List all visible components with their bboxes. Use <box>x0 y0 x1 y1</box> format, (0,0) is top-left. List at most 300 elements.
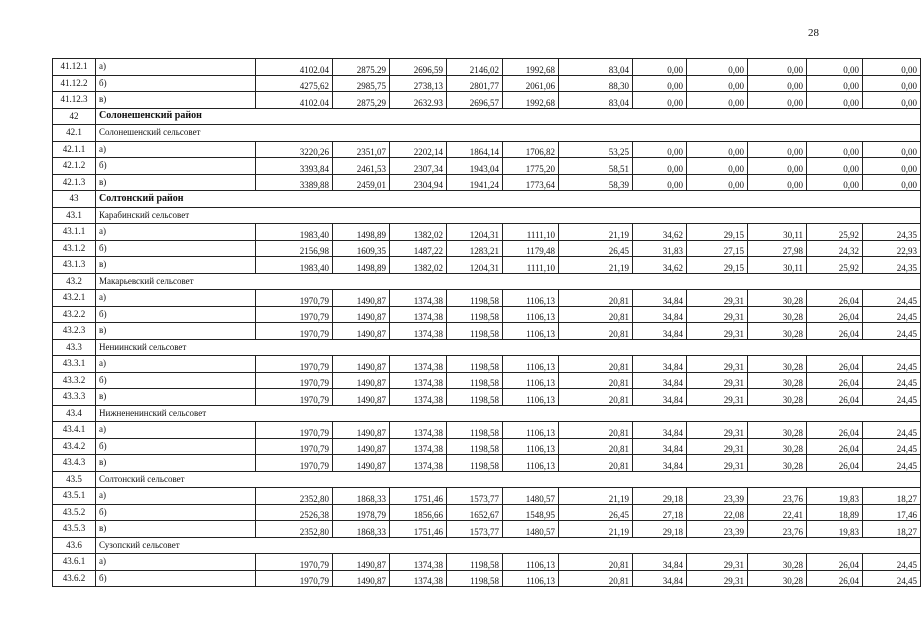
section-header-row <box>53 471 921 488</box>
value-cell: 20,81 <box>559 455 633 472</box>
row-code: 43.5 <box>53 471 96 488</box>
value-cell: 1970,79 <box>256 438 333 455</box>
value-cell: 24,45 <box>863 306 921 323</box>
value-cell: 0,00 <box>863 59 921 76</box>
value-cell: 34,62 <box>633 224 687 241</box>
value-cell: 0,00 <box>748 141 807 158</box>
row-code: 43.2.3 <box>53 323 96 340</box>
value-cell: 1498,89 <box>333 257 390 274</box>
value-cell: 1374,38 <box>390 323 447 340</box>
table-row <box>53 455 921 472</box>
value-cell: 30,28 <box>748 570 807 587</box>
value-cell: 20,81 <box>559 554 633 571</box>
value-cell: 26,45 <box>559 240 633 257</box>
value-cell: 1609,35 <box>333 240 390 257</box>
value-cell: 1490,87 <box>333 554 390 571</box>
value-cell: 0,00 <box>863 141 921 158</box>
value-cell: 0,00 <box>863 75 921 92</box>
value-cell: 34,84 <box>633 389 687 406</box>
row-code: 43.5.1 <box>53 488 96 505</box>
row-code: 43.3.3 <box>53 389 96 406</box>
value-cell: 20,81 <box>559 422 633 439</box>
row-variant: б) <box>96 158 256 175</box>
table-row <box>53 257 921 274</box>
value-cell: 0,00 <box>687 75 748 92</box>
value-cell: 27,18 <box>633 504 687 521</box>
value-cell: 1179,48 <box>503 240 559 257</box>
value-cell: 1198,58 <box>447 356 503 373</box>
row-code: 42 <box>53 108 96 125</box>
value-cell: 1970,79 <box>256 356 333 373</box>
row-title: Солтонский сельсовет <box>96 471 921 488</box>
value-cell: 0,00 <box>748 75 807 92</box>
row-variant: а) <box>96 290 256 307</box>
section-header-row <box>53 207 921 224</box>
value-cell: 29,31 <box>687 422 748 439</box>
row-variant: б) <box>96 372 256 389</box>
value-cell: 20,81 <box>559 306 633 323</box>
value-cell: 2202,14 <box>390 141 447 158</box>
table-row <box>53 174 921 191</box>
value-cell: 1652,67 <box>447 504 503 521</box>
value-cell: 24,45 <box>863 356 921 373</box>
value-cell: 1106,13 <box>503 455 559 472</box>
row-code: 43.3.2 <box>53 372 96 389</box>
value-cell: 1573,77 <box>447 521 503 538</box>
value-cell: 0,00 <box>863 158 921 175</box>
row-code: 43.2.2 <box>53 306 96 323</box>
value-cell: 1106,13 <box>503 438 559 455</box>
value-cell: 20,81 <box>559 438 633 455</box>
table-body <box>53 59 921 587</box>
value-cell: 1204,31 <box>447 224 503 241</box>
value-cell: 1198,58 <box>447 372 503 389</box>
value-cell: 1490,87 <box>333 570 390 587</box>
row-code: 43.3.1 <box>53 356 96 373</box>
value-cell: 1983,40 <box>256 257 333 274</box>
value-cell: 29,31 <box>687 323 748 340</box>
value-cell: 2351,07 <box>333 141 390 158</box>
table-row <box>53 570 921 587</box>
table-row <box>53 389 921 406</box>
table-row <box>53 488 921 505</box>
value-cell: 2307,34 <box>390 158 447 175</box>
value-cell: 1106,13 <box>503 356 559 373</box>
district-header-row <box>53 191 921 208</box>
value-cell: 1480,57 <box>503 488 559 505</box>
row-variant: б) <box>96 438 256 455</box>
value-cell: 29,31 <box>687 438 748 455</box>
value-cell: 2156,98 <box>256 240 333 257</box>
district-header-row <box>53 108 921 125</box>
value-cell: 30,28 <box>748 356 807 373</box>
value-cell: 34,84 <box>633 422 687 439</box>
value-cell: 1106,13 <box>503 306 559 323</box>
value-cell: 1106,13 <box>503 570 559 587</box>
value-cell: 58,51 <box>559 158 633 175</box>
value-cell: 0,00 <box>807 158 863 175</box>
value-cell: 1498,89 <box>333 224 390 241</box>
value-cell: 24,32 <box>807 240 863 257</box>
value-cell: 1970,79 <box>256 422 333 439</box>
value-cell: 20,81 <box>559 570 633 587</box>
value-cell: 24,35 <box>863 257 921 274</box>
value-cell: 1111,10 <box>503 224 559 241</box>
value-cell: 1978,79 <box>333 504 390 521</box>
value-cell: 1374,38 <box>390 455 447 472</box>
value-cell: 30,28 <box>748 372 807 389</box>
row-variant: в) <box>96 257 256 274</box>
value-cell: 2304,94 <box>390 174 447 191</box>
section-header-row <box>53 537 921 554</box>
value-cell: 29,31 <box>687 356 748 373</box>
value-cell: 18,27 <box>863 521 921 538</box>
value-cell: 26,04 <box>807 389 863 406</box>
value-cell: 0,00 <box>687 158 748 175</box>
value-cell: 1106,13 <box>503 290 559 307</box>
value-cell: 1198,58 <box>447 570 503 587</box>
value-cell: 1283,21 <box>447 240 503 257</box>
value-cell: 30,28 <box>748 455 807 472</box>
row-variant: в) <box>96 323 256 340</box>
value-cell: 29,31 <box>687 290 748 307</box>
value-cell: 0,00 <box>633 59 687 76</box>
value-cell: 2801,77 <box>447 75 503 92</box>
value-cell: 1106,13 <box>503 372 559 389</box>
value-cell: 26,04 <box>807 306 863 323</box>
value-cell: 1490,87 <box>333 422 390 439</box>
value-cell: 24,35 <box>863 224 921 241</box>
value-cell: 24,45 <box>863 554 921 571</box>
value-cell: 34,84 <box>633 372 687 389</box>
value-cell: 25,92 <box>807 224 863 241</box>
value-cell: 0,00 <box>863 174 921 191</box>
value-cell: 29,31 <box>687 389 748 406</box>
value-cell: 24,45 <box>863 323 921 340</box>
row-title: Нениинский сельсовет <box>96 339 921 356</box>
value-cell: 30,28 <box>748 554 807 571</box>
value-cell: 4102.04 <box>256 59 333 76</box>
row-title: Макарьевский сельсовет <box>96 273 921 290</box>
value-cell: 1198,58 <box>447 438 503 455</box>
value-cell: 29,18 <box>633 488 687 505</box>
value-cell: 1983,40 <box>256 224 333 241</box>
value-cell: 2696,59 <box>390 59 447 76</box>
value-cell: 1106,13 <box>503 554 559 571</box>
table-row <box>53 290 921 307</box>
table-row <box>53 59 921 76</box>
value-cell: 1992,68 <box>503 59 559 76</box>
row-title: Карабинский сельсовет <box>96 207 921 224</box>
value-cell: 0,00 <box>748 59 807 76</box>
row-variant: а) <box>96 488 256 505</box>
value-cell: 34,84 <box>633 554 687 571</box>
row-title: Солонешенский сельсовет <box>96 125 921 142</box>
value-cell: 1970,79 <box>256 389 333 406</box>
value-cell: 21,19 <box>559 257 633 274</box>
value-cell: 1106,13 <box>503 422 559 439</box>
value-cell: 2875,29 <box>333 92 390 109</box>
row-code: 42.1.3 <box>53 174 96 191</box>
table-row <box>53 422 921 439</box>
value-cell: 1548,95 <box>503 504 559 521</box>
value-cell: 2146,02 <box>447 59 503 76</box>
value-cell: 34,84 <box>633 438 687 455</box>
row-variant: б) <box>96 306 256 323</box>
value-cell: 1970,79 <box>256 290 333 307</box>
value-cell: 26,04 <box>807 372 863 389</box>
row-code: 43.1.1 <box>53 224 96 241</box>
table-row <box>53 521 921 538</box>
row-title: Сузопский сельсовет <box>96 537 921 554</box>
value-cell: 29,31 <box>687 455 748 472</box>
value-cell: 1106,13 <box>503 323 559 340</box>
value-cell: 2985,75 <box>333 75 390 92</box>
value-cell: 1198,58 <box>447 323 503 340</box>
value-cell: 53,25 <box>559 141 633 158</box>
row-code: 42.1 <box>53 125 96 142</box>
value-cell: 1198,58 <box>447 455 503 472</box>
value-cell: 0,00 <box>633 141 687 158</box>
value-cell: 0,00 <box>807 59 863 76</box>
value-cell: 27,98 <box>748 240 807 257</box>
value-cell: 26,04 <box>807 570 863 587</box>
value-cell: 30,28 <box>748 323 807 340</box>
value-cell: 1706,82 <box>503 141 559 158</box>
value-cell: 34,84 <box>633 455 687 472</box>
value-cell: 1970,79 <box>256 455 333 472</box>
value-cell: 21,19 <box>559 521 633 538</box>
value-cell: 1490,87 <box>333 389 390 406</box>
value-cell: 1970,79 <box>256 570 333 587</box>
row-code: 41.12.1 <box>53 59 96 76</box>
table-row <box>53 224 921 241</box>
value-cell: 30,28 <box>748 306 807 323</box>
value-cell: 1382,02 <box>390 224 447 241</box>
row-title: Солтонский район <box>96 191 921 208</box>
value-cell: 1490,87 <box>333 372 390 389</box>
value-cell: 1490,87 <box>333 356 390 373</box>
value-cell: 1374,38 <box>390 372 447 389</box>
value-cell: 20,81 <box>559 323 633 340</box>
value-cell: 25,92 <box>807 257 863 274</box>
value-cell: 34,62 <box>633 257 687 274</box>
value-cell: 30,28 <box>748 290 807 307</box>
row-code: 43.5.3 <box>53 521 96 538</box>
row-code: 43.6.2 <box>53 570 96 587</box>
row-code: 41.12.2 <box>53 75 96 92</box>
value-cell: 1111,10 <box>503 257 559 274</box>
value-cell: 4102.04 <box>256 92 333 109</box>
value-cell: 26,04 <box>807 438 863 455</box>
value-cell: 1382,02 <box>390 257 447 274</box>
value-cell: 1198,58 <box>447 389 503 406</box>
value-cell: 3393,84 <box>256 158 333 175</box>
value-cell: 1374,38 <box>390 554 447 571</box>
value-cell: 1480,57 <box>503 521 559 538</box>
value-cell: 2461,53 <box>333 158 390 175</box>
value-cell: 0,00 <box>633 75 687 92</box>
value-cell: 83,04 <box>559 59 633 76</box>
value-cell: 58,39 <box>559 174 633 191</box>
value-cell: 30,28 <box>748 438 807 455</box>
value-cell: 2061,06 <box>503 75 559 92</box>
value-cell: 26,04 <box>807 455 863 472</box>
value-cell: 20,81 <box>559 389 633 406</box>
row-variant: а) <box>96 554 256 571</box>
value-cell: 1198,58 <box>447 290 503 307</box>
value-cell: 0,00 <box>687 141 748 158</box>
table-row <box>53 438 921 455</box>
row-title: Солонешенский район <box>96 108 921 125</box>
value-cell: 30,28 <box>748 422 807 439</box>
value-cell: 1374,38 <box>390 438 447 455</box>
value-cell: 1943,04 <box>447 158 503 175</box>
row-variant: в) <box>96 521 256 538</box>
value-cell: 1970,79 <box>256 554 333 571</box>
tariff-table <box>52 58 921 587</box>
table-row <box>53 141 921 158</box>
value-cell: 29,31 <box>687 306 748 323</box>
value-cell: 26,45 <box>559 504 633 521</box>
row-variant: б) <box>96 240 256 257</box>
section-header-row <box>53 125 921 142</box>
value-cell: 83,04 <box>559 92 633 109</box>
value-cell: 29,15 <box>687 224 748 241</box>
row-code: 43.4.2 <box>53 438 96 455</box>
value-cell: 1992,68 <box>503 92 559 109</box>
value-cell: 0,00 <box>807 141 863 158</box>
value-cell: 19,83 <box>807 488 863 505</box>
row-variant: а) <box>96 224 256 241</box>
value-cell: 1751,46 <box>390 521 447 538</box>
value-cell: 24,45 <box>863 438 921 455</box>
value-cell: 1198,58 <box>447 306 503 323</box>
value-cell: 0,00 <box>748 158 807 175</box>
value-cell: 2875.29 <box>333 59 390 76</box>
value-cell: 3389,88 <box>256 174 333 191</box>
row-variant: а) <box>96 59 256 76</box>
value-cell: 22,41 <box>748 504 807 521</box>
row-code: 43.5.2 <box>53 504 96 521</box>
value-cell: 1490,87 <box>333 323 390 340</box>
value-cell: 2738,13 <box>390 75 447 92</box>
value-cell: 1864,14 <box>447 141 503 158</box>
row-code: 42.1.2 <box>53 158 96 175</box>
row-variant: в) <box>96 389 256 406</box>
value-cell: 23,76 <box>748 488 807 505</box>
row-variant: а) <box>96 422 256 439</box>
row-code: 43.2 <box>53 273 96 290</box>
value-cell: 1198,58 <box>447 422 503 439</box>
value-cell: 1773,64 <box>503 174 559 191</box>
value-cell: 2632.93 <box>390 92 447 109</box>
row-code: 43 <box>53 191 96 208</box>
section-header-row <box>53 339 921 356</box>
value-cell: 1868,33 <box>333 521 390 538</box>
value-cell: 1941,24 <box>447 174 503 191</box>
value-cell: 1374,38 <box>390 290 447 307</box>
row-code: 43.4.3 <box>53 455 96 472</box>
value-cell: 2459,01 <box>333 174 390 191</box>
value-cell: 29,31 <box>687 372 748 389</box>
section-header-row <box>53 273 921 290</box>
value-cell: 88,30 <box>559 75 633 92</box>
value-cell: 0,00 <box>807 92 863 109</box>
value-cell: 1374,38 <box>390 356 447 373</box>
row-variant: в) <box>96 174 256 191</box>
row-code: 43.1.2 <box>53 240 96 257</box>
value-cell: 0,00 <box>633 92 687 109</box>
value-cell: 4275,62 <box>256 75 333 92</box>
value-cell: 1487,22 <box>390 240 447 257</box>
value-cell: 0,00 <box>748 174 807 191</box>
table-row <box>53 323 921 340</box>
value-cell: 1970,79 <box>256 323 333 340</box>
value-cell: 1490,87 <box>333 438 390 455</box>
table-row <box>53 92 921 109</box>
table-row <box>53 75 921 92</box>
page-number: 28 <box>808 27 819 39</box>
row-code: 43.1 <box>53 207 96 224</box>
table-row <box>53 306 921 323</box>
row-variant: в) <box>96 92 256 109</box>
value-cell: 30,11 <box>748 257 807 274</box>
value-cell: 0,00 <box>633 174 687 191</box>
value-cell: 1374,38 <box>390 306 447 323</box>
value-cell: 22,93 <box>863 240 921 257</box>
row-code: 43.6 <box>53 537 96 554</box>
value-cell: 34,84 <box>633 290 687 307</box>
value-cell: 1374,38 <box>390 389 447 406</box>
value-cell: 3220,26 <box>256 141 333 158</box>
table-row <box>53 372 921 389</box>
table-row <box>53 158 921 175</box>
row-variant: а) <box>96 356 256 373</box>
value-cell: 24,45 <box>863 290 921 307</box>
row-variant: б) <box>96 570 256 587</box>
value-cell: 1868,33 <box>333 488 390 505</box>
value-cell: 17,46 <box>863 504 921 521</box>
row-code: 43.3 <box>53 339 96 356</box>
value-cell: 1573,77 <box>447 488 503 505</box>
value-cell: 29,31 <box>687 554 748 571</box>
value-cell: 2352,80 <box>256 488 333 505</box>
value-cell: 1775,20 <box>503 158 559 175</box>
value-cell: 34,84 <box>633 356 687 373</box>
value-cell: 34,84 <box>633 323 687 340</box>
row-variant: а) <box>96 141 256 158</box>
value-cell: 0,00 <box>863 92 921 109</box>
section-header-row <box>53 405 921 422</box>
value-cell: 0,00 <box>807 75 863 92</box>
value-cell: 1106,13 <box>503 389 559 406</box>
value-cell: 2526,38 <box>256 504 333 521</box>
value-cell: 23,39 <box>687 488 748 505</box>
value-cell: 31,83 <box>633 240 687 257</box>
value-cell: 0,00 <box>633 158 687 175</box>
value-cell: 1198,58 <box>447 554 503 571</box>
value-cell: 2696,57 <box>447 92 503 109</box>
value-cell: 24,45 <box>863 372 921 389</box>
value-cell: 20,81 <box>559 356 633 373</box>
value-cell: 24,45 <box>863 570 921 587</box>
value-cell: 18,89 <box>807 504 863 521</box>
row-code: 42.1.1 <box>53 141 96 158</box>
value-cell: 1374,38 <box>390 570 447 587</box>
value-cell: 26,04 <box>807 323 863 340</box>
row-code: 43.4.1 <box>53 422 96 439</box>
